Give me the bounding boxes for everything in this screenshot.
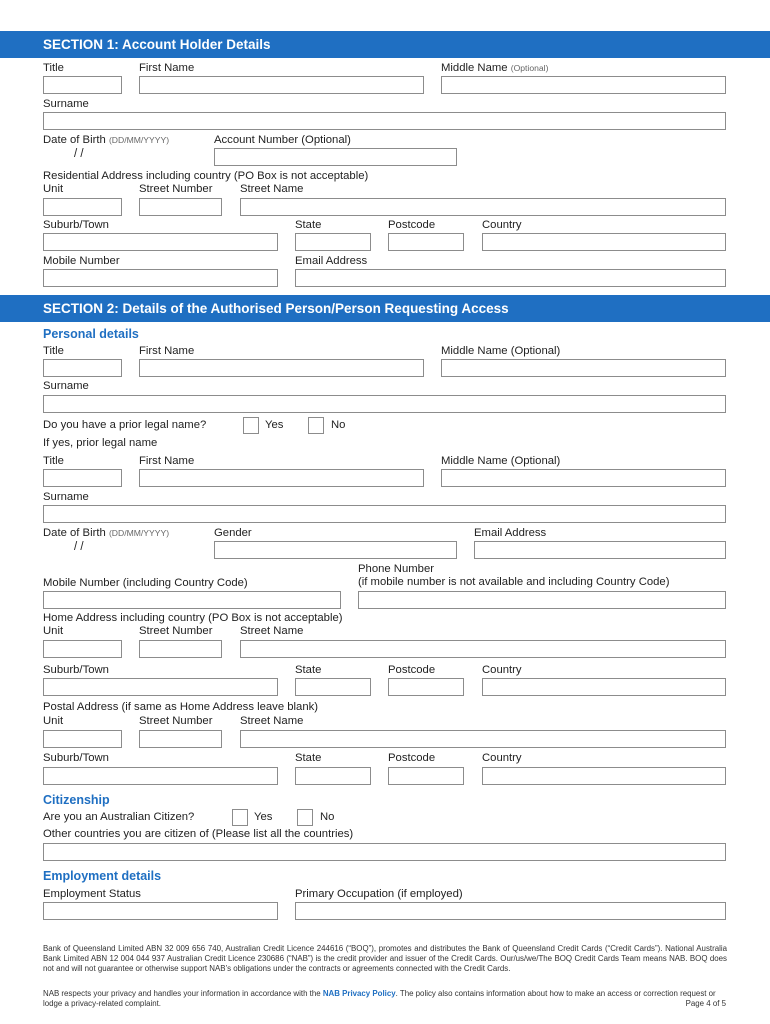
prior-name-no-label: No xyxy=(331,419,346,431)
home-suburb-label: Suburb/Town xyxy=(43,664,109,676)
gender-label: Gender xyxy=(214,527,252,539)
home-state-field[interactable] xyxy=(295,678,371,696)
section1-header xyxy=(0,31,770,58)
prior-name-no-checkbox[interactable] xyxy=(308,417,324,434)
s1-unit-field[interactable] xyxy=(43,198,122,216)
s1-email-field[interactable] xyxy=(295,269,726,287)
s1-surname-field[interactable] xyxy=(43,112,726,130)
home-postcode-label: Postcode xyxy=(388,664,436,676)
s2-surname-label: Surname xyxy=(43,380,89,392)
s2-title-label: Title xyxy=(43,345,64,357)
citizen-question: Are you an Australian Citizen? xyxy=(43,811,195,823)
home-unit-label: Unit xyxy=(43,625,64,637)
s1-unit-label: Unit xyxy=(43,183,64,195)
employment-heading: Employment details xyxy=(43,869,162,883)
s1-dob-field[interactable]: / / xyxy=(74,148,84,160)
postal-postcode-label: Postcode xyxy=(388,752,436,764)
prior-title-label: Title xyxy=(43,455,64,467)
postal-state-field[interactable] xyxy=(295,767,371,785)
phone-note: (if mobile number is not available and including Country Code) xyxy=(358,576,670,588)
gender-field[interactable] xyxy=(214,541,457,559)
mobile-cc-field[interactable] xyxy=(43,591,341,609)
prior-middle-name-label: Middle Name (Optional) xyxy=(441,455,561,467)
home-street-name-field[interactable] xyxy=(240,640,726,658)
s1-account-number-label: Account Number (Optional) xyxy=(214,134,351,146)
home-unit-field[interactable] xyxy=(43,640,122,658)
s2-email-label: Email Address xyxy=(474,527,547,539)
postal-country-label: Country xyxy=(482,752,522,764)
s1-residential-address-label: Residential Address including country (PO Box is not acceptable) xyxy=(43,170,369,182)
s1-title-label: Title xyxy=(43,62,64,74)
s1-country-field[interactable] xyxy=(482,233,726,251)
s1-street-number-label: Street Number xyxy=(139,183,213,195)
s1-middle-name-field[interactable] xyxy=(441,76,726,94)
s1-street-name-field[interactable] xyxy=(240,198,726,216)
postal-address-label: Postal Address (if same as Home Address leave blank) xyxy=(43,701,319,713)
s2-middle-name-field[interactable] xyxy=(441,359,726,377)
citizen-yes-label: Yes xyxy=(254,811,273,823)
home-street-number-label: Street Number xyxy=(139,625,213,637)
s1-account-number-field[interactable] xyxy=(214,148,457,166)
other-countries-field[interactable] xyxy=(43,843,726,861)
home-suburb-field[interactable] xyxy=(43,678,278,696)
primary-occupation-field[interactable] xyxy=(295,902,726,920)
s1-dob-label: Date of Birth (DD/MM/YYYY) xyxy=(43,134,170,146)
prior-first-name-label: First Name xyxy=(139,455,195,467)
home-country-field[interactable] xyxy=(482,678,726,696)
home-address-label: Home Address including country (PO Box is not acceptable) xyxy=(43,612,343,624)
footer-privacy: NAB respects your privacy and handles your information in accordance with the NAB Privacy Policy. The policy also contains information about how to make an access or correction request or lodge a privacy-related complaint. xyxy=(43,989,716,1008)
prior-surname-label: Surname xyxy=(43,491,89,503)
s2-first-name-label: First Name xyxy=(139,345,195,357)
if-yes-prior-label: If yes, prior legal name xyxy=(43,437,158,449)
postal-postcode-field[interactable] xyxy=(388,767,464,785)
s2-title-field[interactable] xyxy=(43,359,122,377)
s1-mobile-field[interactable] xyxy=(43,269,278,287)
s1-mobile-label: Mobile Number xyxy=(43,255,120,267)
s2-middle-name-label: Middle Name (Optional) xyxy=(441,345,561,357)
phone-number-label: Phone Number xyxy=(358,563,434,575)
postal-street-number-field[interactable] xyxy=(139,730,222,748)
employment-status-label: Employment Status xyxy=(43,888,141,900)
postal-street-name-label: Street Name xyxy=(240,715,304,727)
s1-first-name-field[interactable] xyxy=(139,76,424,94)
prior-middle-name-field[interactable] xyxy=(441,469,726,487)
page-number: Page 4 of 5 xyxy=(685,999,726,1008)
home-postcode-field[interactable] xyxy=(388,678,464,696)
s2-surname-field[interactable] xyxy=(43,395,726,413)
s1-middle-name-label: Middle Name (Optional) xyxy=(441,62,549,74)
postal-unit-field[interactable] xyxy=(43,730,122,748)
s2-email-field[interactable] xyxy=(474,541,726,559)
phone-number-field[interactable] xyxy=(358,591,726,609)
mobile-cc-label: Mobile Number (including Country Code) xyxy=(43,577,248,589)
s1-suburb-field[interactable] xyxy=(43,233,278,251)
s1-postcode-field[interactable] xyxy=(388,233,464,251)
section1-title: SECTION 1: Account Holder Details xyxy=(43,37,271,52)
personal-details-heading: Personal details xyxy=(43,327,139,341)
s1-email-label: Email Address xyxy=(295,255,368,267)
s1-title-field[interactable] xyxy=(43,76,122,94)
postal-street-name-field[interactable] xyxy=(240,730,726,748)
s1-first-name-label: First Name xyxy=(139,62,195,74)
home-country-label: Country xyxy=(482,664,522,676)
other-countries-label: Other countries you are citizen of (Please list all the countries) xyxy=(43,828,354,840)
citizenship-heading: Citizenship xyxy=(43,793,110,807)
s1-state-field[interactable] xyxy=(295,233,371,251)
citizen-yes-checkbox[interactable] xyxy=(232,809,248,826)
postal-suburb-label: Suburb/Town xyxy=(43,752,109,764)
postal-country-field[interactable] xyxy=(482,767,726,785)
prior-name-yes-checkbox[interactable] xyxy=(243,417,259,434)
primary-occupation-label: Primary Occupation (if employed) xyxy=(295,888,463,900)
s2-dob-label: Date of Birth (DD/MM/YYYY) xyxy=(43,527,170,539)
citizen-no-checkbox[interactable] xyxy=(297,809,313,826)
s1-country-label: Country xyxy=(482,219,522,231)
s2-first-name-field[interactable] xyxy=(139,359,424,377)
postal-state-label: State xyxy=(295,752,322,764)
employment-status-field[interactable] xyxy=(43,902,278,920)
prior-title-field[interactable] xyxy=(43,469,122,487)
s2-dob-field[interactable]: / / xyxy=(74,541,84,553)
s1-state-label: State xyxy=(295,219,322,231)
home-street-name-label: Street Name xyxy=(240,625,304,637)
postal-suburb-field[interactable] xyxy=(43,767,278,785)
section2-title: SECTION 2: Details of the Authorised Person/Person Requesting Access xyxy=(43,301,509,316)
s1-suburb-label: Suburb/Town xyxy=(43,219,109,231)
home-state-label: State xyxy=(295,664,322,676)
prior-first-name-field[interactable] xyxy=(139,469,424,487)
s1-surname-label: Surname xyxy=(43,98,89,110)
postal-street-number-label: Street Number xyxy=(139,715,213,727)
postal-unit-label: Unit xyxy=(43,715,64,727)
s1-postcode-label: Postcode xyxy=(388,219,436,231)
prior-name-yes-label: Yes xyxy=(265,419,284,431)
s1-street-number-field[interactable] xyxy=(139,198,222,216)
section2-header xyxy=(0,295,770,322)
privacy-policy-link[interactable]: NAB Privacy Policy xyxy=(322,989,396,998)
footer-disclaimer: Bank of Queensland Limited ABN 32 009 656 740, Australian Credit Licence 244616 (“BOQ”), promotes and distributes the Bank of Queensland Credit Cards (“Credit Cards”). National Australia Bank Limited ABN 12 004 044 937 Australian Credit Licence 230686 (“NAB”) is the credit provider and issuer of the Credit Cards. Our/us/we/The BOQ Credit Cards Team means NAB. BOQ does not and will not guarantee or otherwise support NAB’s obligations under the contracts or agreements connected with the Credit Cards. xyxy=(43,944,727,973)
s1-street-name-label: Street Name xyxy=(240,183,304,195)
home-street-number-field[interactable] xyxy=(139,640,222,658)
citizen-no-label: No xyxy=(320,811,335,823)
prior-surname-field[interactable] xyxy=(43,505,726,523)
prior-name-question: Do you have a prior legal name? xyxy=(43,419,207,431)
